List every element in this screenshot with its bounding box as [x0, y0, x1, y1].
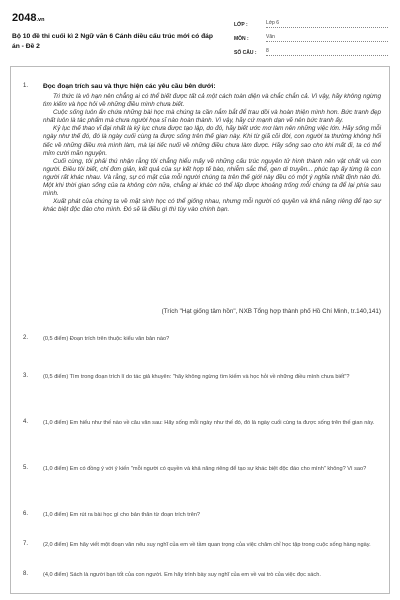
question-number: 1.: [23, 83, 29, 89]
logo-suffix: .vn: [36, 17, 45, 23]
info-value: Lớp 6: [266, 20, 388, 28]
logo-main: 2048: [12, 12, 37, 24]
info-row-class: [234, 14, 388, 28]
passage-paragraph: Xuất phát của chúng ta về mặt sinh học có thể giống nhau, nhưng mỗi người có quyền và khả năng riêng để tạo sự khác biệt độc đáo cho mình. Đó sẽ là điều gì thì tùy vào chính bạn.: [43, 198, 381, 214]
passage-paragraph: Cuối cùng, tôi phải thú nhận rằng tôi chẳng hiểu mấy về những cấu trúc nguyên tử hình thành nên vật chất và con người. Điều tôi biết, chỉ đơn giản, kết quả của sự kết hợp tế bào, nhiễm sắc thể, gen di truyền... phúc tạp ấy từng là con người rất khác nhau. Và rằng, sự có mặt của mỗi người chúng ta trên thế giới này đều có một ý nghĩa nhất định nào đó. Một khi thời gian sống của ta không còn nữa, chẳng ai khác có thể lấp được khoảng trống mỗi chúng ta để lại phía sau mình.: [43, 157, 381, 198]
exam-title: Bộ 10 đề thi cuối kì 2 Ngữ văn 6 Cánh diều cấu trúc mới có đáp án - Đề 2: [12, 33, 213, 50]
question-number: 6.: [23, 511, 29, 517]
page-header: [12, 8, 388, 60]
info-label: LỚP :: [234, 22, 248, 28]
question-text: (2,0 điểm) Em hãy viết một đoạn văn nêu suy nghĩ của em về tầm quan trọng của việc chăm chỉ học tập trong cuộc sống hàng ngày.: [43, 542, 371, 548]
site-logo[interactable]: [12, 12, 44, 24]
info-label: MÔN :: [234, 36, 249, 42]
question-number: 7.: [23, 541, 29, 547]
question-number: 3.: [23, 373, 29, 379]
info-value: Văn: [266, 34, 388, 42]
question-text: (0,5 điểm) Đoạn trích trên thuộc kiểu văn bản nào?: [43, 336, 170, 342]
question-text: (1,0 điểm) Em có đồng ý với ý kiến "mỗi người có quyền và khả năng riêng để tạo sự khác biệt độc đáo cho mình" không? Vì sao?: [43, 466, 367, 472]
passage-source: (Trích "Hạt giống tâm hồn", NXB Tổng hợp thành phố Hồ Chí Minh, tr.140,141): [161, 308, 381, 315]
passage-paragraph: Tri thức là vô hạn nên chẳng ai có thể biết được tất cả một cách toàn diện và chắc chắn cả. Vì vậy, hãy không ngừng tìm kiếm và học hỏi về những điều mình chưa biết.: [43, 93, 381, 109]
question-number: 2.: [23, 335, 29, 341]
passage-paragraph: Cuộc sống luôn ẩn chứa những bài học mà chúng ta cần nắm bắt để trau dồi và hoàn thiện mình hơn. Bức tranh đẹp nhất luôn là tác phẩm mà chưa người họa sĩ nào hoàn thành. Vì vậy, hãy cứ mạnh dạn vẽ nên bức tranh ấy.: [43, 109, 381, 125]
question-heading: Đọc đoạn trích sau và thực hiện các yêu cầu bên dưới:: [43, 83, 216, 90]
info-label: SỐ CÂU :: [234, 50, 257, 56]
info-row-subject: [234, 28, 388, 42]
reading-passage: [43, 93, 381, 214]
passage-paragraph: Kỷ lục thế thao vĩ đại nhất là kỷ lục chưa được tạo lập, do đó, hãy biết ước mơ làm nên những việc lớn. Hãy sống mỗi ngày như thế đó, đó là ngày cuối cùng ta được sống trên thế gian này. Khi từ giã cõi đời, con người ta thường không hối tiếc về những điều mà mình làm, mà lại tiếc nuối về những điều chưa làm được. Hãy sống sao cho khi mất đi, ta có thể mỉm cười mãn nguyện.: [43, 125, 381, 157]
info-value: 8: [266, 48, 388, 56]
question-text: (1,0 điểm) Em rút ra bài học gì cho bản thân từ đoạn trích trên?: [43, 512, 201, 518]
exam-info: [234, 14, 388, 56]
question-number: 4.: [23, 419, 29, 425]
question-text: (4,0 điểm) Sách là người bạn tốt của con người. Em hãy trình bày suy nghĩ của em về vai trò của việc đọc sách.: [43, 572, 321, 578]
info-row-count: [234, 42, 388, 56]
question-number: 8.: [23, 571, 29, 577]
question-number: 5.: [23, 465, 29, 471]
question-text: (1,0 điểm) Em hiểu như thế nào về câu văn sau: Hãy sống mỗi ngày như thế đó, đó là ngày cuối cùng ta được sống trên thế gian này.: [43, 420, 375, 426]
question-text: (0,5 điểm) Tìm trong đoạn trích lí do tác giả khuyên: "hãy không ngừng tìm kiếm và học hỏi về những điều mình chưa biết"?: [43, 374, 350, 380]
questions-box: [10, 66, 390, 594]
